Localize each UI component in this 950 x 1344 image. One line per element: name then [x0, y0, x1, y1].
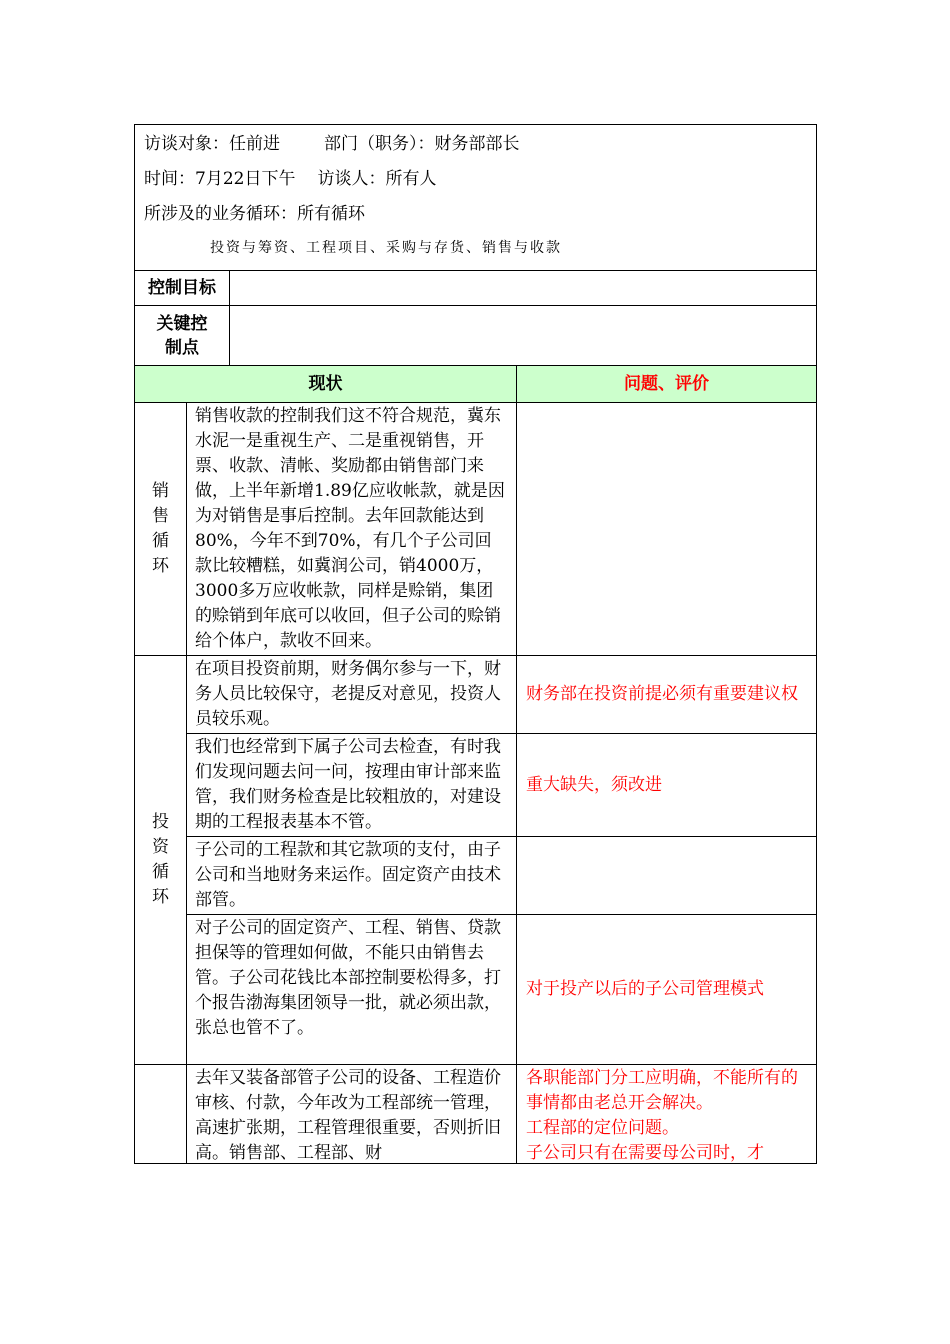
interviewee: 访谈对象：任前进 — [144, 134, 280, 154]
last-issue-1: 各职能部门分工应明确，不能所有的事情都由老总开会解决。 — [526, 1068, 798, 1113]
investment-issue-4: 对于投产以后的子公司管理模式 — [517, 915, 817, 1065]
issue-column-header: 问题、评价 — [517, 366, 817, 403]
interview-time: 时间：7月22日下午 — [144, 169, 296, 189]
control-target-value — [230, 271, 817, 306]
last-status: 去年又装备部管子公司的设备、工程造价审核、付款，今年改为工程部统一管理，高速扩张期，工程管理很重要，否则折旧高。销售部、工程部、财 — [187, 1065, 517, 1164]
interview-table — [134, 124, 817, 1164]
investment-status-4: 对子公司的固定资产、工程、销售、贷款担保等的管理如何做，不能只由销售去管。子公司花钱比本部控制要松得多，打个报告渤海集团领导一批，就必须出款，张总也管不了。 — [187, 915, 517, 1065]
key-control-label: 关键控制点 — [135, 306, 230, 366]
last-issue-2: 工程部的定位问题。 — [526, 1118, 679, 1138]
investment-status-3: 子公司的工程款和其它款项的支付，由子公司和当地财务来运作。固定资产由技术部管。 — [187, 837, 517, 915]
interview-header — [135, 125, 817, 271]
last-issue-3: 子公司只有在需要母公司时，才 — [526, 1143, 764, 1162]
business-cycles: 所涉及的业务循环：所有循环 — [144, 204, 365, 224]
department: 部门（职务）：财务部部长 — [324, 134, 520, 154]
investment-status-2: 我们也经常到下属子公司去检查，有时我们发现问题去问一问，按理由审计部来监管，我们财务检查是比较粗放的，对建设期的工程报表基本不管。 — [187, 734, 517, 837]
investment-issue-1: 财务部在投资前提必须有重要建议权 — [517, 656, 817, 734]
key-control-value — [230, 306, 817, 366]
last-cycle-label — [135, 1065, 187, 1164]
control-target-label: 控制目标 — [135, 271, 230, 306]
investment-status-1: 在项目投资前期，财务偶尔参与一下，财务人员比较保守，老提反对意见，投资人员较乐观。 — [187, 656, 517, 734]
investment-issue-3 — [517, 837, 817, 915]
investment-cycle-label: 投资循环 — [135, 656, 187, 1065]
status-column-header: 现状 — [135, 366, 517, 403]
cycle-list: 投资与筹资、工程项目、采购与存货、销售与收款 — [210, 240, 562, 256]
interview-form — [134, 124, 816, 1164]
investment-issue-2: 重大缺失，须改进 — [517, 734, 817, 837]
sales-cycle-label: 销售循环 — [135, 403, 187, 656]
sales-status-text: 销售收款的控制我们这不符合规范，冀东水泥一是重视生产、二是重视销售，开票、收款、清帐、奖励都由销售部门来做，上半年新增1.89亿应收帐款，就是因为对销售是事后控制。去年回款能达到80%，今年不到70%，有几个子公司回款比较糟糕，如冀润公司，销4000万，3000多万应收帐款，同样是赊销，集团的赊销到年底可以收回，但子公司的赊销给个体户，款收不回来。 — [187, 403, 517, 656]
interviewer: 访谈人：所有人 — [317, 169, 437, 189]
last-issue — [517, 1065, 817, 1164]
sales-issue — [517, 403, 817, 656]
